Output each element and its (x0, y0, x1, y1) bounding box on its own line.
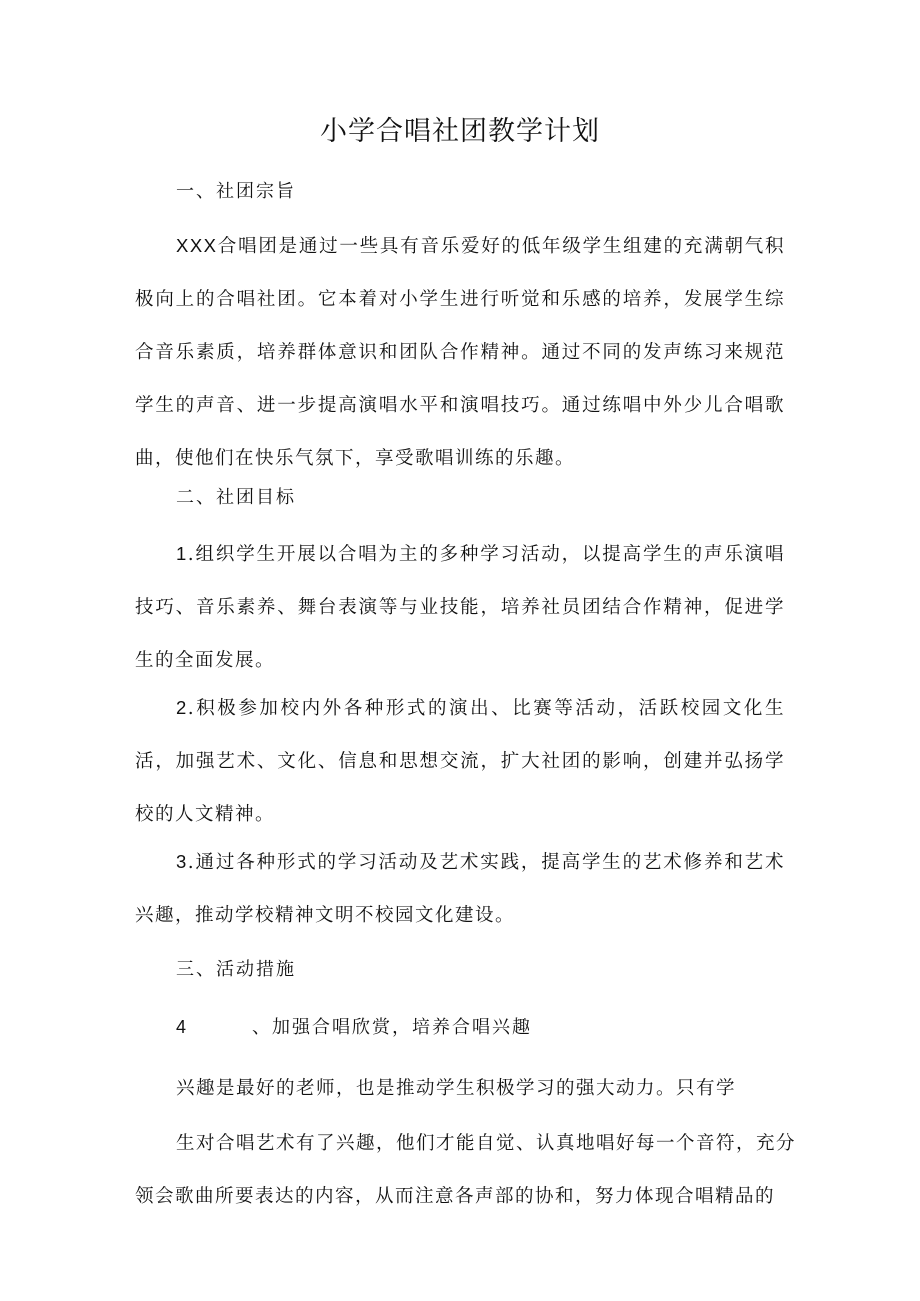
section-heading-purpose: 一、社团宗旨 (176, 181, 296, 202)
paragraph-line: 兴趣是最好的老师，也是推动学生积极学习的强大动力。只有学 (176, 1078, 737, 1099)
goal-item-number: 1 (176, 543, 188, 564)
goal-item-2 (135, 681, 785, 841)
goal-item-text: .积极参加校内外各种形式的演出、比赛等活动，活跃校园文化生活，加强艺术、文化、信息和思想交流，扩大社团的影响，创建并弘扬学校的人文精神。 (135, 698, 785, 825)
goal-item-number: 3 (176, 851, 188, 872)
paragraph-body: 合唱团是通过一些具有音乐爱好的低年级学生组建的充满朝气积极向上的合唱社团。它本着对小学生进行听觉和乐感的培养，发展学生综合音乐素质，培养群体意识和团队合作精神。通过不同的发声练习来规范学生的声音、进一步提高演唱水平和演唱技巧。通过练唱中外少儿合唱歌曲，使他们在快乐气氛下，享受歌唱训练的乐趣。 (135, 236, 785, 469)
goal-item-number: 2 (176, 697, 188, 718)
measure-item-text: 、加强合唱欣赏，培养合唱兴趣 (252, 1017, 532, 1038)
goal-item-3 (135, 835, 785, 942)
section-heading-goals: 二、社团目标 (176, 487, 296, 508)
section-heading-measures: 三、活动措施 (176, 959, 296, 980)
goal-item-text: .通过各种形式的学习活动及艺术实践，提高学生的艺术修养和艺术兴趣，推动学校精神文明不校园文化建设。 (135, 852, 785, 926)
measure-item-number: 4 (176, 1017, 189, 1037)
paragraph-lead: XXX (176, 235, 218, 256)
paragraph-purpose (135, 219, 785, 485)
goal-item-1 (135, 527, 785, 687)
paragraph-line: 领会歌曲所要表达的内容，从而注意各声部的协和，努力体现合唱精品的 (135, 1186, 776, 1207)
goal-item-text: .组织学生开展以合唱为主的多种学习活动，以提高学生的声乐演唱技巧、音乐素养、舞台表演等与业技能，培养社员团结合作精神，促进学生的全面发展。 (135, 544, 785, 671)
measure-item-4 (176, 1013, 532, 1042)
document-title: 小学合唱社团教学计划 (320, 116, 600, 147)
paragraph-line: 生对合唱艺术有了兴趣，他们才能自觉、认真地唱好每一个音符，充分 (176, 1133, 797, 1154)
